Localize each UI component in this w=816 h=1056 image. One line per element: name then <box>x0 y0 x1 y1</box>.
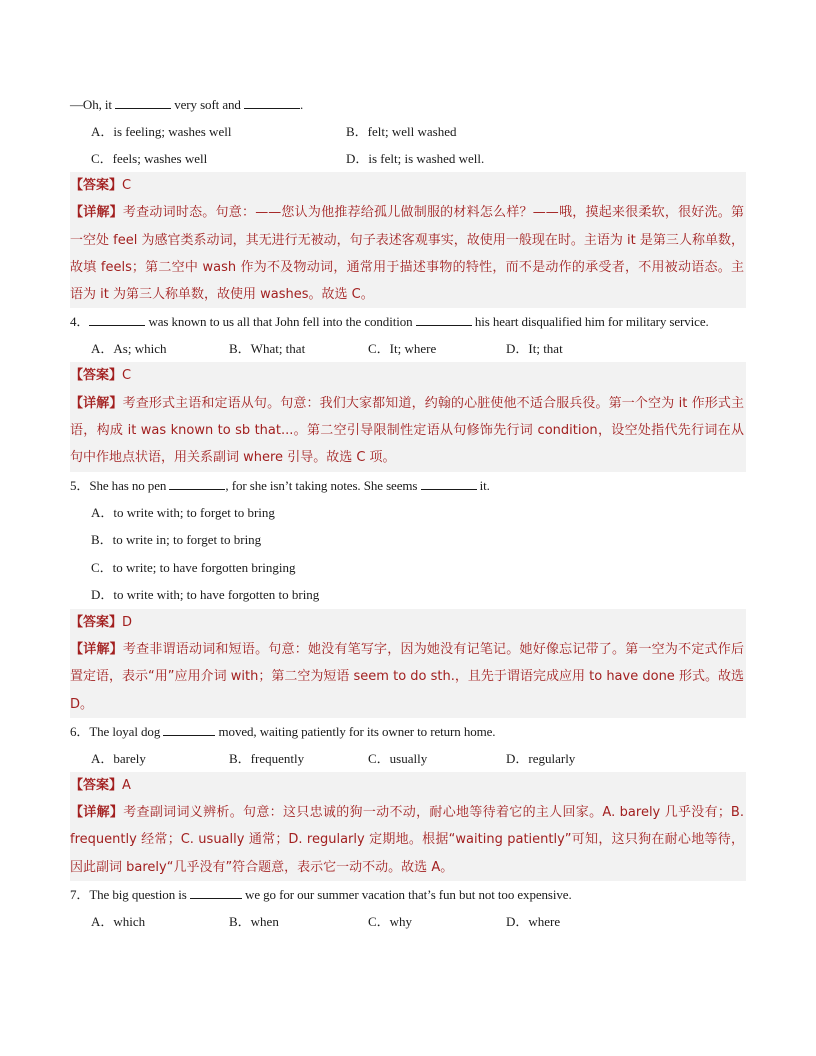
answer-blank <box>163 722 215 736</box>
option-d: D．It; that <box>506 341 563 357</box>
option-c: C．usually <box>368 750 428 766</box>
answer-blank <box>421 476 477 490</box>
answer-line: 【答案】C <box>70 178 132 193</box>
worksheet-page <box>70 0 746 935</box>
option-c: C．to write; to have forgotten bringing <box>91 559 296 575</box>
answer-blank <box>244 95 300 109</box>
answer-block-4 <box>70 362 746 471</box>
answer-line: 【答案】A <box>70 777 131 793</box>
option-c: C．It; where <box>368 341 437 357</box>
answer-blank <box>89 312 145 326</box>
option-b: B．to write in; to forget to bring <box>91 532 262 548</box>
question-4-options <box>70 335 746 362</box>
option-a: A．to write with; to forget to bring <box>91 504 275 520</box>
answer-blank <box>190 885 242 899</box>
question-7-options <box>70 908 746 935</box>
question-5-stem: 5．She has no pen , for she isn’t taking notes. She seems it. <box>70 477 490 493</box>
explanation: 【详解】考查副词词义辨析。句意：这只忠诚的狗一动不动，耐心地等待着它的主人回家。A. barely 几乎没有；B. frequently 经常；C. usually 通常；D. regularly 定期地。根据“waiting patiently”可知，这只狗在耐心地等待，因此副词 barely“几乎没有”符合题意，表示它一动不动。故选 A。 <box>70 805 744 875</box>
answer-line: 【答案】D <box>70 614 133 630</box>
explanation: 【详解】考查非谓语动词和短语。句意：她没有笔写字，因为她没有记笔记。她好像忘记带了。第一空为不定式作后置定语，表示“用”应用介词 with；第二空为短语 seem to do sth.，且先于谓语完成应用 to have done 形式。故选 D。 <box>70 641 744 712</box>
option-b: B．frequently <box>229 750 305 766</box>
explanation: 【详解】考查动词时态。句意：——您认为他推荐给孤儿做制服的材料怎么样？——哦，摸起来很柔软，很好洗。第一空处 feel 为感官类系动词，其无进行无被动，句子表述客观事实，故使用一般现在时。主语为 it 是第三人称单数，故填 feels；第二空中 wash 作为不及物动词，通常用于描述事物的特性，而不是动作的承受者，不用被动语态。主语为 it 为第三人称单数，故使用 washes。故选 C。 <box>70 205 744 303</box>
option-d: D．regularly <box>506 750 576 766</box>
option-b: B．What; that <box>229 341 306 357</box>
option-c: C．feels; washes well <box>91 151 208 166</box>
option-d: D．where <box>506 914 561 930</box>
explanation: 【详解】考查形式主语和定语从句。句意：我们大家都知道，约翰的心脏使他不适合服兵役。第一个空为 it 作形式主语，构成 it was known to sb that...。第二空引导限制性定语从句修饰先行词 condition，设空处指代先行词在从句中作地点状语，用关系副词 where 引导。故选 C 项。 <box>70 395 744 466</box>
answer-block-5 <box>70 609 746 718</box>
question-3-options-row-1 <box>70 118 746 145</box>
option-a: A．which <box>91 914 146 930</box>
option-d: D．to write with; to have forgotten to bring <box>91 587 320 603</box>
option-a: A．barely <box>91 750 146 766</box>
answer-blank <box>416 312 472 326</box>
option-d: D．is felt; is washed well. <box>346 151 485 166</box>
question-3-stem: —Oh, it very soft and . <box>70 97 304 112</box>
question-4-stem: 4． was known to us all that John fell into the condition his heart disqualified him for military service. <box>70 314 709 330</box>
question-6-options <box>70 745 746 772</box>
answer-block-6 <box>70 772 746 881</box>
question-7-stem: 7．The big question is we go for our summer vacation that’s fun but not too expensive. <box>70 887 572 903</box>
answer-line: 【答案】C <box>70 368 132 384</box>
option-c: C．why <box>368 914 413 930</box>
option-b: B．felt; well washed <box>346 124 457 139</box>
answer-blank <box>115 95 171 109</box>
option-a: A．As; which <box>91 341 167 357</box>
option-b: B．when <box>229 914 279 930</box>
answer-block-3 <box>70 172 746 308</box>
answer-blank <box>169 476 225 490</box>
question-6-stem: 6．The loyal dog moved, waiting patiently for its owner to return home. <box>70 723 496 739</box>
question-3-options-row-2 <box>70 145 746 172</box>
option-a: A．is feeling; washes well <box>91 124 232 139</box>
